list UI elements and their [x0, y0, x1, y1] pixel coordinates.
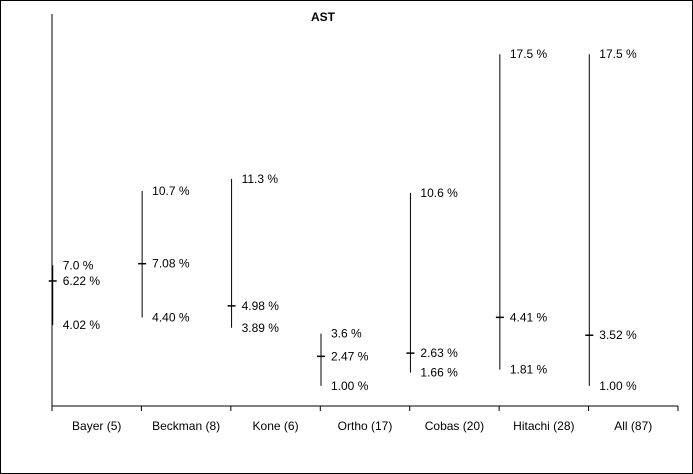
mid-value-label: 2.47 %: [331, 349, 369, 364]
category-label: Beckman (8): [152, 419, 221, 433]
mid-value-label: 4.98 %: [241, 298, 279, 313]
high-value-label: 10.6 %: [420, 185, 458, 200]
range-series: [49, 47, 637, 393]
low-value-label: 1.66 %: [420, 365, 458, 380]
low-value-label: 4.02 %: [62, 318, 101, 333]
low-value-label: 1.00 %: [331, 378, 369, 393]
low-value-label: 4.40 %: [152, 310, 190, 325]
category-label: Ortho (17): [337, 419, 393, 433]
category-label: Hitachi (28): [513, 419, 575, 433]
high-value-label: 11.3 %: [241, 171, 279, 186]
mid-value-label: 4.41 %: [509, 310, 548, 325]
category-label: All (87): [614, 419, 653, 433]
low-value-label: 3.89 %: [241, 320, 279, 335]
mid-value-label: 2.63 %: [420, 346, 458, 361]
category-label: Kone (6): [252, 419, 299, 433]
x-axis-ticks: [52, 406, 678, 411]
mid-value-label: 6.22 %: [62, 273, 101, 288]
mid-value-label: 3.52 %: [599, 328, 637, 343]
category-labels: [72, 419, 652, 433]
low-value-label: 1.81 %: [509, 362, 548, 377]
category-label: Bayer (5): [72, 419, 122, 433]
low-value-label: 1.00 %: [599, 378, 637, 393]
high-value-label: 17.5 %: [599, 47, 637, 62]
category-label: Cobas (20): [424, 419, 485, 433]
high-value-label: 17.5 %: [509, 47, 548, 62]
high-value-label: 7.0 %: [62, 258, 94, 273]
chart-title: AST: [311, 10, 335, 24]
high-value-label: 10.7 %: [152, 183, 190, 198]
high-value-label: 3.6 %: [331, 326, 362, 341]
mid-value-label: 7.08 %: [152, 256, 190, 271]
